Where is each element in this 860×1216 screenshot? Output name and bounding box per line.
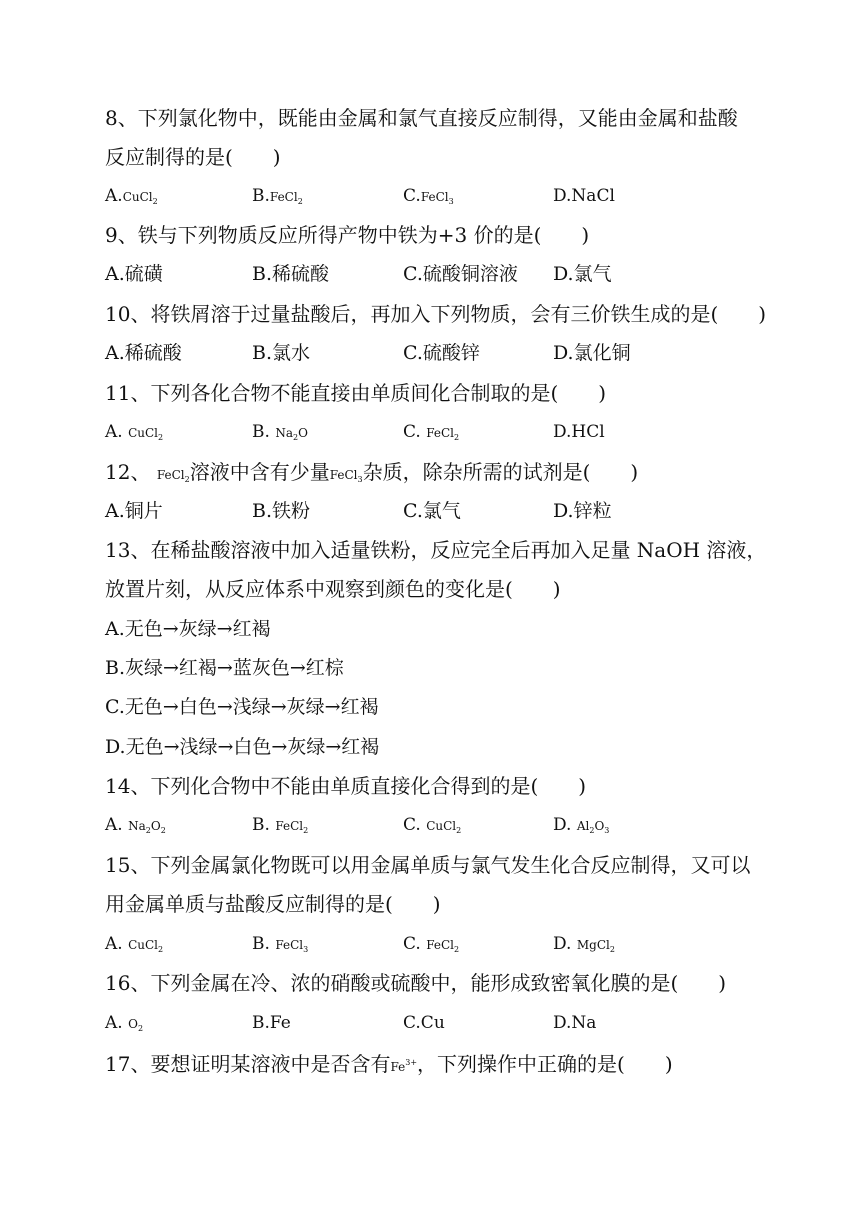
option-d: D. MgCl$_2$: [553, 934, 615, 954]
question-13-option-a: A.无色→灰绿→红褐: [105, 618, 271, 640]
option-d: D. $Al_2O_3$: [553, 815, 610, 835]
option-b: B.FeCl$_2$: [252, 186, 303, 206]
option-d: D.锌粒: [553, 500, 612, 522]
option-c: C. CuCl$_2$: [403, 815, 462, 835]
option-d: D.NaCl: [553, 186, 615, 206]
question-8-line-1: 8、下列氯化物中，既能由金属和氯气直接反应制得，又能由金属和盐酸: [105, 106, 738, 130]
question-8-line-2: 反应制得的是( ): [105, 145, 281, 169]
option-b: B. FeCl$_2$: [252, 815, 309, 835]
question-11-line-1: 11、下列各化合物不能直接由单质间化合制取的是( ): [105, 381, 607, 405]
question-13-line-2: 放置片刻，从反应体系中观察到颜色的变化是( ): [105, 577, 561, 601]
question-12-line-1: 12、 FeCl$_2$溶液中含有少量FeCl$_3$杂质，除杂所需的试剂是( ): [105, 460, 639, 484]
question-16-line-1: 16、下列金属在冷、浓的硝酸或硫酸中，能形成致密氧化膜的是( ): [105, 971, 727, 995]
option-b: B.氯水: [252, 342, 311, 364]
option-a: A.硫磺: [105, 263, 163, 285]
option-b: B.稀硫酸: [252, 263, 330, 285]
option-c: C. FeCl$_2$: [403, 934, 460, 954]
option-c: C. FeCl$_2$: [403, 422, 460, 442]
option-a: A. CuCl$_2$: [105, 934, 164, 954]
option-b: B.铁粉: [252, 500, 311, 522]
option-b: B.Fe: [252, 1013, 291, 1033]
question-13-line-1: 13、在稀盐酸溶液中加入适量铁粉，反应完全后再加入足量 NaOH 溶液，: [105, 538, 767, 562]
option-a: A. CuCl$_2$: [105, 422, 164, 442]
question-10-line-1: 10、将铁屑溶于过量盐酸后，再加入下列物质，会有三价铁生成的是( ): [105, 302, 767, 326]
option-d: D.氯化铜: [553, 342, 631, 364]
option-d: D.氯气: [553, 263, 612, 285]
option-b: B. FeCl$_3$: [252, 934, 309, 954]
question-9-line-1: 9、铁与下列物质反应所得产物中铁为+3 价的是( ): [105, 223, 590, 247]
question-15-line-1: 15、下列金属氯化物既可以用金属单质与氯气发生化合反应制得，又可以: [105, 853, 751, 877]
option-c: C.硫酸铜溶液: [403, 263, 518, 285]
option-c: C.氯气: [403, 500, 461, 522]
option-c: C.Cu: [403, 1013, 445, 1033]
question-13-option-c: C.无色→白色→浅绿→灰绿→红褐: [105, 696, 379, 718]
question-14-line-1: 14、下列化合物中不能由单质直接化合得到的是( ): [105, 774, 587, 798]
option-a: A. $O_2$: [105, 1013, 144, 1033]
option-d: D.Na: [553, 1013, 597, 1033]
option-a: A. $Na_2O_2$: [105, 815, 166, 835]
question-13-option-d: D.无色→浅绿→白色→灰绿→红褐: [105, 736, 380, 758]
question-15-line-2: 用金属单质与盐酸反应制得的是( ): [105, 892, 441, 916]
option-c: C.FeCl$_3$: [403, 186, 454, 206]
option-c: C.硫酸锌: [403, 342, 480, 364]
option-d: D.HCl: [553, 422, 605, 442]
question-17-line-1: 17、要想证明某溶液中是否含有$Fe^{3+}$，下列操作中正确的是( ): [105, 1052, 673, 1076]
option-a: A.稀硫酸: [105, 342, 182, 364]
option-a: A.CuCl$_2$: [105, 186, 158, 206]
option-b: B. $Na_2O$: [252, 422, 308, 442]
question-13-option-b: B.灰绿→红褐→蓝灰色→红棕: [105, 657, 344, 679]
option-a: A.铜片: [105, 500, 163, 522]
